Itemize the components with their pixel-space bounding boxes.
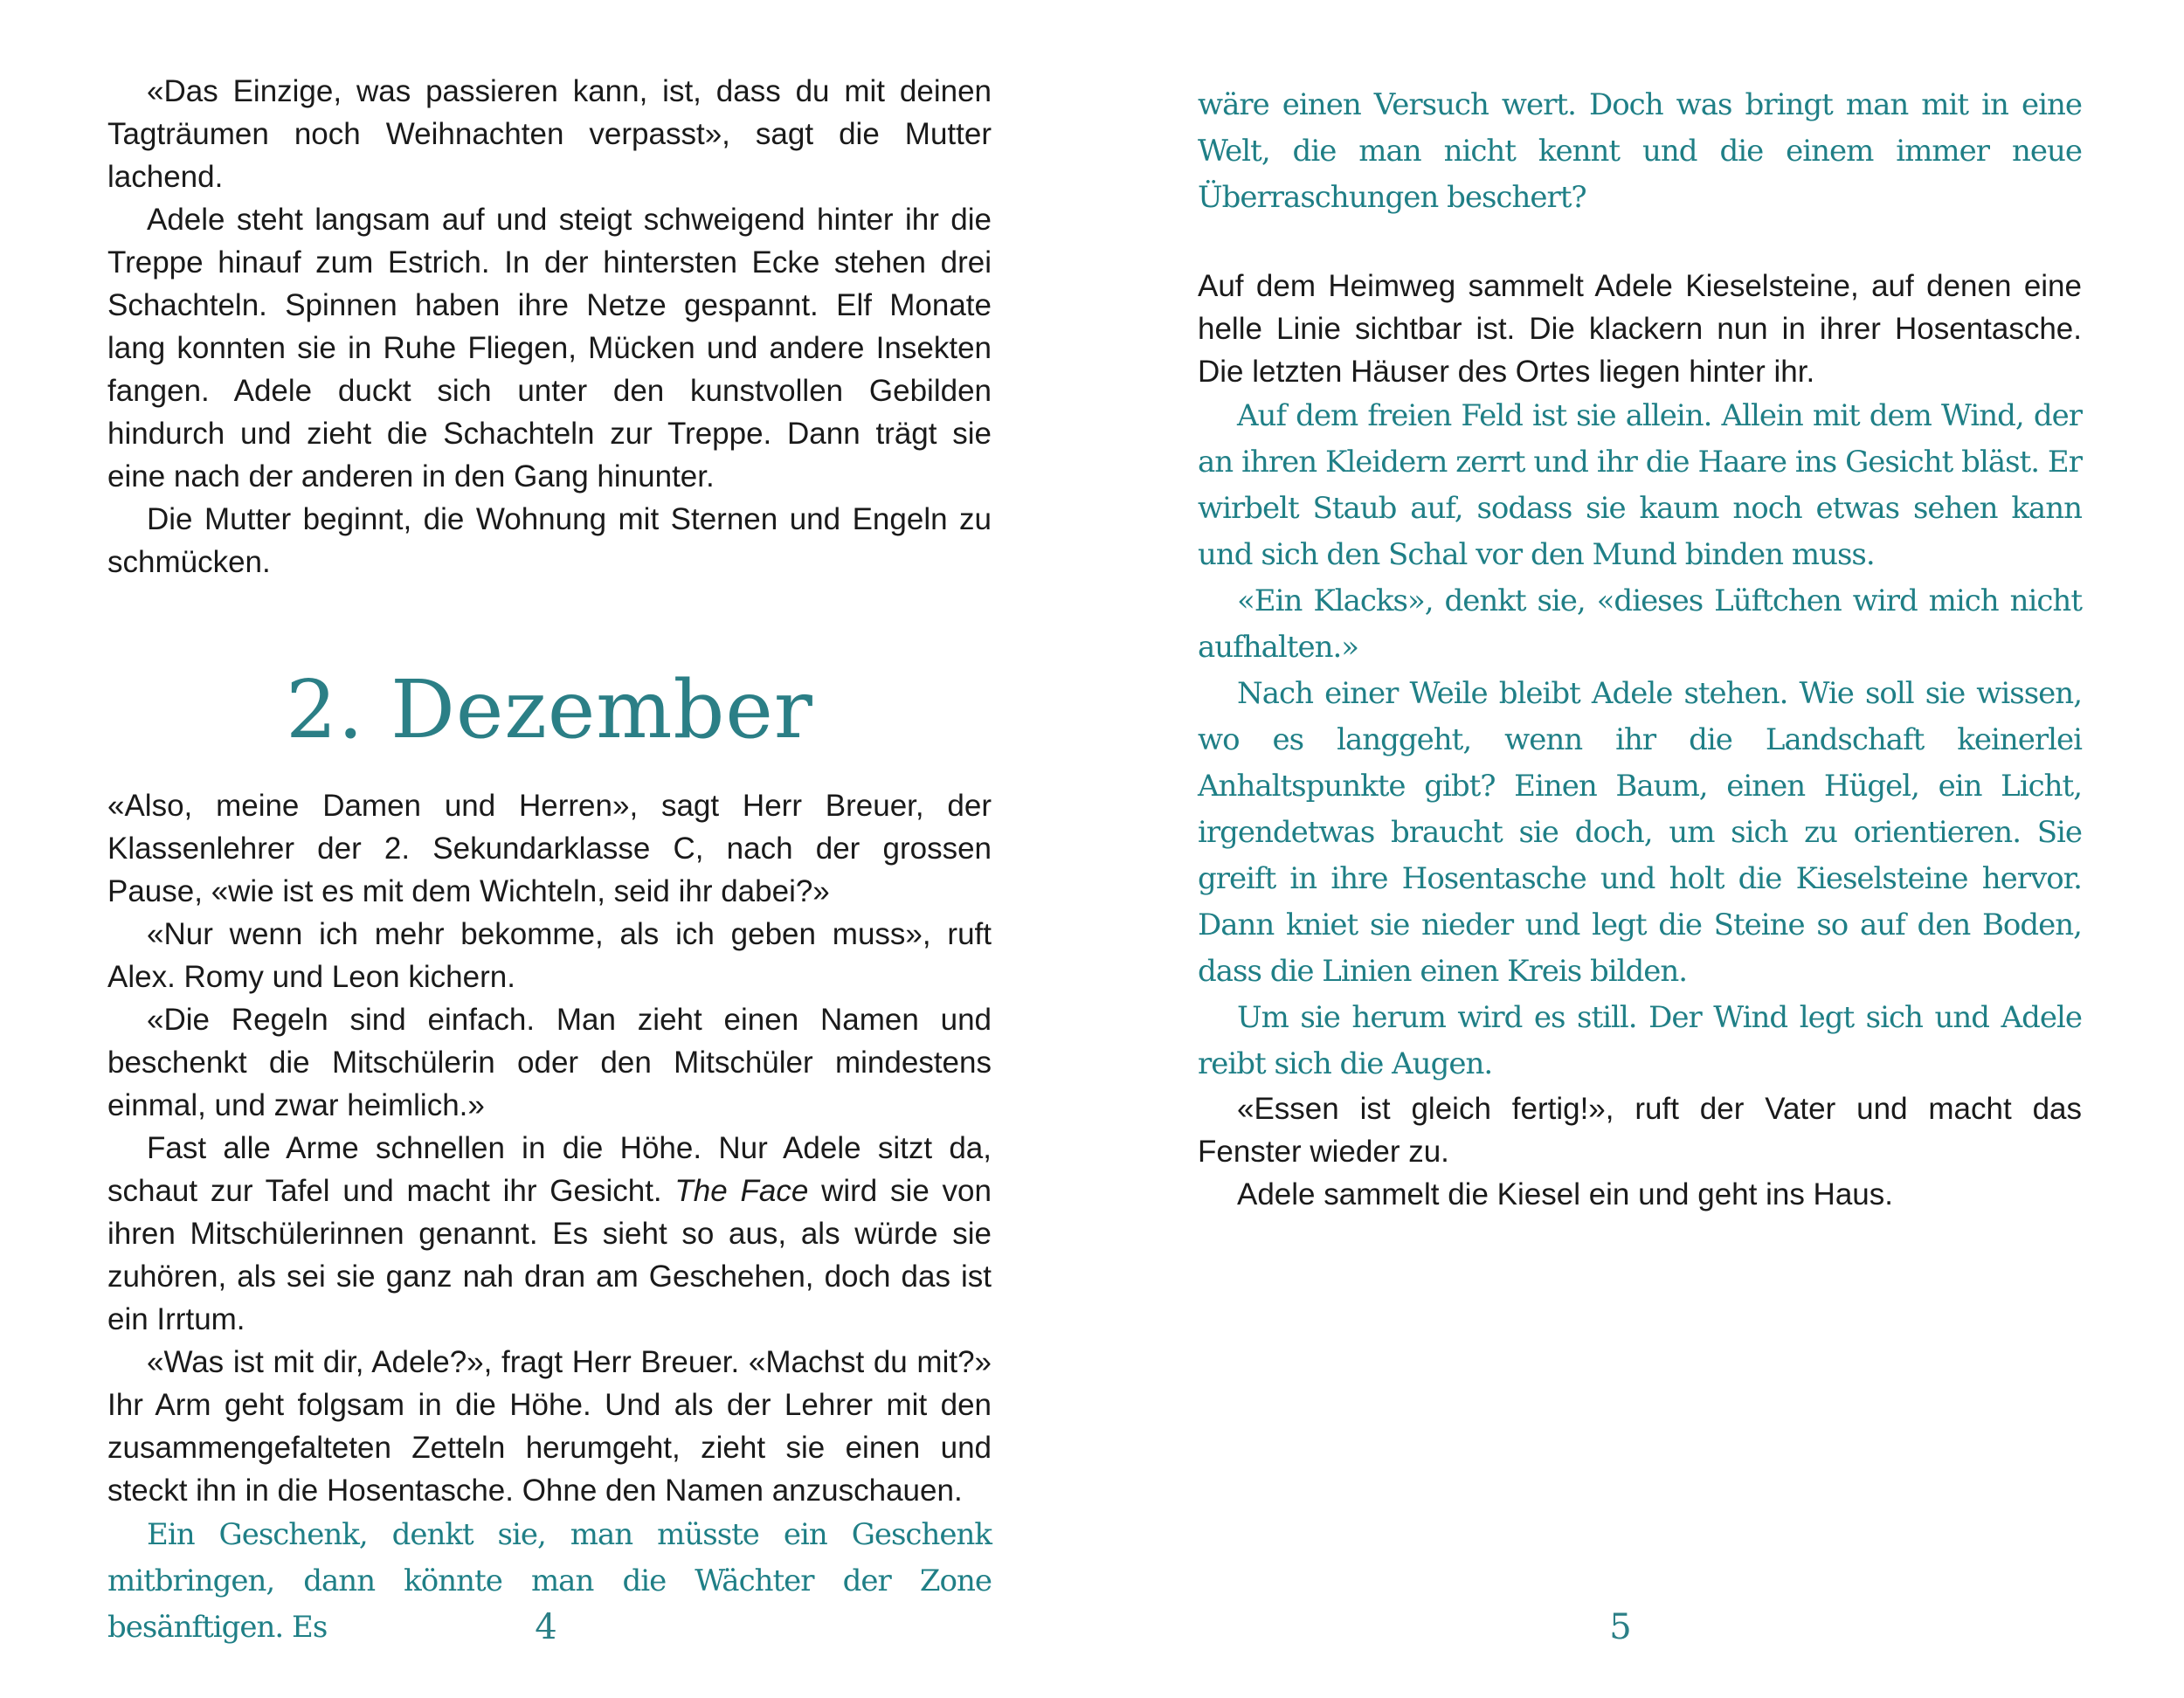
thought-paragraph: Um sie herum wird es still. Der Wind legt sich und Adele reibt sich die Augen. (1198, 1000, 2082, 1081)
paragraph: Auf dem Heimweg sammelt Adele Kieselsteine, auf denen eine helle Linie sichtbar ist. Die klackern nun in ihrer Hosentasche. Die letzten Häuser des Ortes liegen hinter ihr. (1198, 269, 2082, 389)
thought-paragraph: «Ein Klacks», denkt sie, «dieses Lüftchen wird mich nicht aufhalten.» (1198, 583, 2082, 665)
paragraph: Adele steht langsam auf und steigt schweigend hinter ihr die Treppe hinauf zum Estrich. In der hintersten Ecke stehen drei Schachteln. Spinnen haben ihre Netze gespannt. Elf Monate lang konnten sie in Ruhe Fliegen, Mücken und andere Insekten fangen. Adele duckt sich unter den kunstvollen Gebilden hindurch und zieht die Schachteln zur Treppe. Dann trägt sie eine nach der anderen in den Gang hinunter. (107, 203, 992, 494)
section-gap (1198, 221, 2082, 265)
thought-paragraph: Nach einer Weile bleibt Adele stehen. Wie soll sie wissen, wo es langgeht, wenn ihr die Landschaft keinerlei Anhaltspunkte gibt? Einen Baum, einen Hügel, ein Licht, irgendetwas braucht sie doch, um sich zu orientieren. Sie greift in ihre Hosentasche und holt die Kieselsteine hervor. Dann kniet sie nieder und legt die Steine so auf den Boden, dass die Linien einen Kreis bilden. (1198, 676, 2082, 989)
thought-paragraph: Ein Geschenk, denkt sie, man müsste ein Geschenk mitbringen, dann könnte man die Wächter der Zone besänftigen. Es (107, 1517, 992, 1645)
emphasis-text: The Face (674, 1174, 809, 1208)
paragraph-text: Fast alle Arme schnellen in die Höhe. Nur Adele sitzt da, schaut zur Tafel und macht ihr Gesicht. (107, 1131, 992, 1208)
right-text-column (1198, 82, 2082, 1216)
paragraph: Adele sammelt die Kiesel ein und geht ins Haus. (1237, 1177, 1893, 1211)
paragraph: «Das Einzige, was passieren kann, ist, dass du mit deinen Tagträumen noch Weihnachten verpasst», sagt die Mutter lachend. (107, 74, 992, 194)
page-number: 5 (1609, 1607, 1632, 1647)
left-text-column (107, 70, 992, 1651)
paragraph: «Also, meine Damen und Herren», sagt Herr Breuer, der Klassenlehrer der 2. Sekundarklasse C, nach der grossen Pause, «wie ist es mit dem Wichteln, seid ihr dabei?» (107, 789, 992, 908)
paragraph: «Was ist mit dir, Adele?», fragt Herr Breuer. «Machst du mit?» Ihr Arm geht folgsam in die Höhe. Und als der Lehrer mit den zusammengefalteten Zetteln herumgeht, zieht sie einen und steckt ihn in die Hosentasche. Ohne den Namen anzuschauen. (107, 1345, 992, 1508)
paragraph-text: wird sie von ihren Mitschülerinnen genannt. Es sieht so aus, als würde sie zuhören, als sei sie ganz nah dran am Geschehen, doch das ist ein Irrtum. (107, 1174, 992, 1336)
paragraph: «Nur wenn ich mehr bekomme, als ich geben muss», ruft Alex. Romy und Leon kichern. (107, 917, 992, 994)
thought-paragraph: Auf dem freien Feld ist sie allein. Allein mit dem Wind, der an ihren Kleidern zerrt und ihr die Haare ins Gesicht bläst. Er wirbelt Staub auf, sodass sie kaum noch etwas sehen kann und sich den Schal vor den Mund binden muss. (1198, 398, 2082, 572)
paragraph (107, 1127, 992, 1341)
chapter-title: 2. Dezember (286, 663, 813, 756)
paragraph: «Essen ist gleich fertig!», ruft der Vater und macht das Fenster wieder zu. (1198, 1092, 2082, 1169)
page-number: 4 (535, 1607, 557, 1647)
right-page (1092, 0, 2184, 1698)
thought-paragraph: wäre einen Versuch wert. Doch was bringt man mit in eine Welt, die man nicht kennt und die einem immer neue Überraschungen beschert? (1198, 87, 2082, 215)
paragraph: Die Mutter beginnt, die Wohnung mit Sternen und Engeln zu schmücken. (107, 502, 992, 579)
paragraph: «Die Regeln sind einfach. Man zieht einen Namen und beschenkt die Mitschülerin oder den Mitschüler mindestens einmal, und zwar heimlich.» (107, 1003, 992, 1122)
